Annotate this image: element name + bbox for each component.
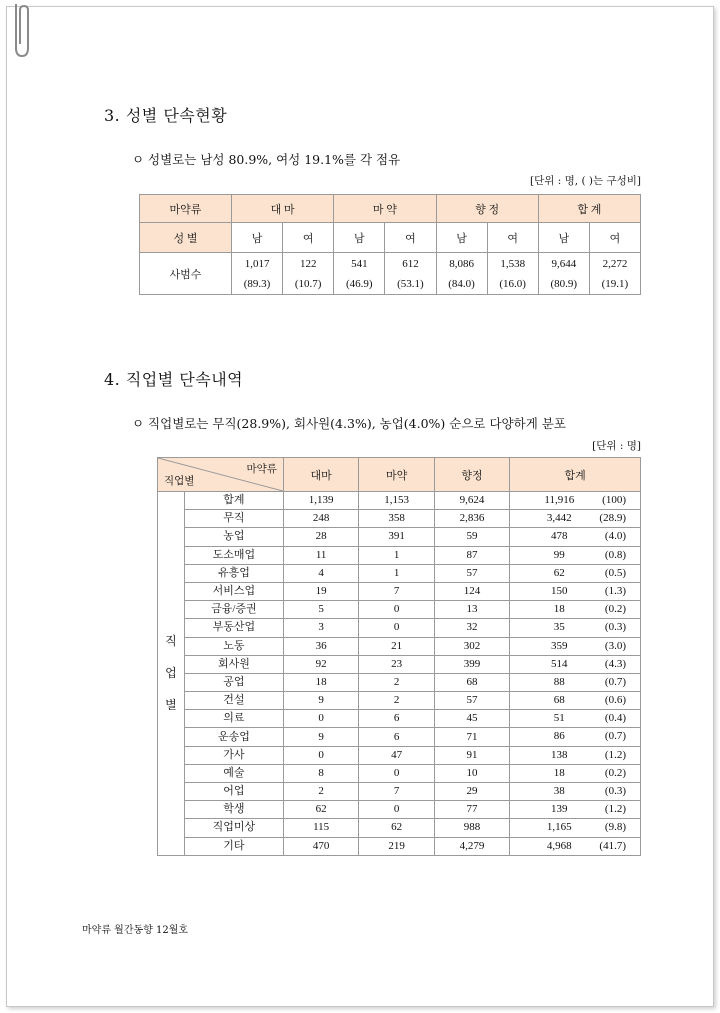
total-value: 139 <box>551 803 568 816</box>
total-percent: (0.2) <box>604 603 626 616</box>
total-value: 88 <box>553 675 565 688</box>
total-cell <box>510 510 641 528</box>
total-value: 138 <box>551 748 568 761</box>
table-row <box>158 746 641 764</box>
narcotics-value: 1 <box>359 564 434 582</box>
occupation-name: 건설 <box>184 692 283 710</box>
female-label: 여 <box>385 223 436 253</box>
cannabis-value: 62 <box>283 801 358 819</box>
total-value: 18 <box>553 766 565 779</box>
section4-unit: [단위 : 명] <box>592 440 641 452</box>
occupation-table-body <box>158 492 641 856</box>
section3-title: 3. 성별 단속현황 <box>104 106 228 125</box>
column-header: 합계 <box>510 458 641 492</box>
gender-value: 8,086 <box>436 253 487 275</box>
total-percent: (0.8) <box>604 548 626 561</box>
group-char: 업 <box>165 666 177 681</box>
narcotics-value: 391 <box>359 528 434 546</box>
gender-percent: (53.1) <box>385 275 436 295</box>
total-percent: (41.7) <box>599 839 626 852</box>
psychotropics-value: 68 <box>434 673 509 691</box>
occupation-name: 가사 <box>184 746 283 764</box>
table-row <box>158 819 641 837</box>
gender-group-cannabis: 대 마 <box>232 195 334 223</box>
total-percent: (1.2) <box>604 748 626 761</box>
total-percent: (4.0) <box>604 530 626 543</box>
total-cell <box>510 528 641 546</box>
total-value: 99 <box>553 548 565 561</box>
occupation-group-label <box>158 492 185 856</box>
total-percent: (0.7) <box>604 730 626 743</box>
gender-value: 1,017 <box>232 253 283 275</box>
total-value: 86 <box>553 730 565 743</box>
total-cell <box>510 710 641 728</box>
narcotics-value: 21 <box>359 637 434 655</box>
gender-percent: (89.3) <box>232 275 283 295</box>
occupation-name: 농업 <box>184 528 283 546</box>
cannabis-value: 115 <box>283 819 358 837</box>
total-percent: (1.2) <box>604 803 626 816</box>
psychotropics-value: 77 <box>434 801 509 819</box>
female-label: 여 <box>589 223 640 253</box>
column-header: 대마 <box>283 458 358 492</box>
gender-percent: (84.0) <box>436 275 487 295</box>
cannabis-value: 19 <box>283 582 358 600</box>
narcotics-value: 2 <box>359 692 434 710</box>
psychotropics-value: 124 <box>434 582 509 600</box>
psychotropics-value: 87 <box>434 546 509 564</box>
table-row <box>158 564 641 582</box>
offender-count-label: 사범수 <box>140 253 232 295</box>
occupation-name: 무직 <box>184 510 283 528</box>
gender-percent: (10.7) <box>283 275 334 295</box>
total-percent: (3.0) <box>604 639 626 652</box>
total-cell <box>510 837 641 855</box>
cannabis-value: 92 <box>283 655 358 673</box>
total-percent: (0.7) <box>604 675 626 688</box>
table-row <box>158 837 641 855</box>
gender-value: 122 <box>283 253 334 275</box>
total-value: 35 <box>553 621 565 634</box>
section3-bullet: ㅇ 성별로는 남성 80.9%, 여성 19.1%를 각 점유 <box>132 152 401 167</box>
cannabis-value: 2 <box>283 783 358 801</box>
psychotropics-value: 399 <box>434 655 509 673</box>
narcotics-value: 0 <box>359 619 434 637</box>
total-cell <box>510 673 641 691</box>
psychotropics-value: 57 <box>434 564 509 582</box>
total-value: 4,968 <box>546 839 572 852</box>
psychotropics-value: 2,836 <box>434 510 509 528</box>
total-percent: (0.3) <box>604 621 626 634</box>
section3-unit: [단위 : 명, ( )는 구성비] <box>530 175 641 187</box>
narcotics-value: 0 <box>359 601 434 619</box>
narcotics-value: 2 <box>359 673 434 691</box>
total-cell <box>510 819 641 837</box>
occupation-name: 합계 <box>184 492 283 510</box>
table-row <box>158 801 641 819</box>
total-cell <box>510 637 641 655</box>
male-label: 남 <box>538 223 589 253</box>
total-percent: (4.3) <box>604 657 626 670</box>
section4-title: 4. 직업별 단속내역 <box>104 370 244 389</box>
cannabis-value: 248 <box>283 510 358 528</box>
occupation-name: 서비스업 <box>184 582 283 600</box>
total-percent: (1.3) <box>604 584 626 597</box>
narcotics-value: 1 <box>359 546 434 564</box>
footer-text: 마약류 월간동향 12월호 <box>82 925 189 936</box>
table-row <box>158 764 641 782</box>
total-value: 38 <box>553 785 565 797</box>
narcotics-value: 47 <box>359 746 434 764</box>
psychotropics-value: 988 <box>434 819 509 837</box>
total-cell <box>510 728 641 746</box>
gender-table-corner: 마약류 <box>140 195 232 223</box>
section4-bullet: ㅇ 직업별로는 무직(28.9%), 회사원(4.3%), 농업(4.0%) 순으로 다양하게 분포 <box>132 416 566 431</box>
cannabis-value: 9 <box>283 728 358 746</box>
occupation-name: 유흥업 <box>184 564 283 582</box>
group-char: 별 <box>165 698 177 713</box>
gender-value: 2,272 <box>589 253 640 275</box>
cannabis-value: 1,139 <box>283 492 358 510</box>
psychotropics-value: 9,624 <box>434 492 509 510</box>
narcotics-value: 1,153 <box>359 492 434 510</box>
narcotics-value: 62 <box>359 819 434 837</box>
table-row <box>158 673 641 691</box>
total-cell <box>510 601 641 619</box>
occupation-name: 직업미상 <box>184 819 283 837</box>
table-row <box>158 619 641 637</box>
occupation-name: 도소매업 <box>184 546 283 564</box>
table-row <box>158 492 641 510</box>
female-label: 여 <box>283 223 334 253</box>
psychotropics-value: 59 <box>434 528 509 546</box>
cannabis-value: 470 <box>283 837 358 855</box>
narcotics-value: 7 <box>359 783 434 801</box>
narcotics-value: 6 <box>359 710 434 728</box>
psychotropics-value: 45 <box>434 710 509 728</box>
occupation-name: 기타 <box>184 837 283 855</box>
gender-group-total: 합 계 <box>538 195 640 223</box>
gender-value: 541 <box>334 253 385 275</box>
corner-bottom-label: 직업별 <box>164 476 195 487</box>
occupation-name: 부동산업 <box>184 619 283 637</box>
occupation-name: 운송업 <box>184 728 283 746</box>
male-label: 남 <box>334 223 385 253</box>
gender-table <box>139 194 641 295</box>
table-row <box>158 637 641 655</box>
table-row <box>158 783 641 801</box>
cannabis-value: 4 <box>283 564 358 582</box>
narcotics-value: 219 <box>359 837 434 855</box>
cannabis-value: 5 <box>283 601 358 619</box>
cannabis-value: 18 <box>283 673 358 691</box>
gender-group-psychotropics: 향 정 <box>436 195 538 223</box>
cannabis-value: 28 <box>283 528 358 546</box>
corner-top-label: 마약류 <box>246 464 277 475</box>
total-value: 51 <box>553 712 565 725</box>
total-cell <box>510 783 641 801</box>
gender-label: 성 별 <box>140 223 232 253</box>
table-row <box>158 510 641 528</box>
cannabis-value: 9 <box>283 692 358 710</box>
total-value: 18 <box>553 603 565 616</box>
table-row <box>158 655 641 673</box>
total-value: 3,442 <box>546 512 572 525</box>
total-percent: (9.8) <box>604 821 626 834</box>
cannabis-value: 36 <box>283 637 358 655</box>
total-cell <box>510 619 641 637</box>
total-value: 11,916 <box>544 494 575 506</box>
total-value: 68 <box>553 694 565 707</box>
gender-percent: (80.9) <box>538 275 589 295</box>
table-row <box>158 601 641 619</box>
cannabis-value: 0 <box>283 746 358 764</box>
occupation-table <box>157 457 641 856</box>
table-row <box>158 692 641 710</box>
total-percent: (100) <box>602 494 626 506</box>
total-cell <box>510 492 641 510</box>
psychotropics-value: 29 <box>434 783 509 801</box>
total-percent: (0.6) <box>604 694 626 707</box>
total-cell <box>510 582 641 600</box>
column-header: 마약 <box>359 458 434 492</box>
occupation-name: 학생 <box>184 801 283 819</box>
total-value: 478 <box>551 530 568 543</box>
psychotropics-value: 57 <box>434 692 509 710</box>
male-label: 남 <box>436 223 487 253</box>
narcotics-value: 7 <box>359 582 434 600</box>
column-header: 향정 <box>434 458 509 492</box>
total-percent: (0.3) <box>604 785 626 797</box>
psychotropics-value: 71 <box>434 728 509 746</box>
cannabis-value: 3 <box>283 619 358 637</box>
table-row <box>158 528 641 546</box>
occupation-name: 의료 <box>184 710 283 728</box>
gender-value: 612 <box>385 253 436 275</box>
occupation-name: 금융/증권 <box>184 601 283 619</box>
occupation-name: 노동 <box>184 637 283 655</box>
occupation-name: 회사원 <box>184 655 283 673</box>
occupation-table-corner <box>158 458 284 492</box>
gender-group-narcotics: 마 약 <box>334 195 436 223</box>
narcotics-value: 0 <box>359 764 434 782</box>
total-percent: (0.4) <box>604 712 626 725</box>
total-cell <box>510 746 641 764</box>
total-value: 514 <box>551 657 568 670</box>
gender-value: 1,538 <box>487 253 538 275</box>
occupation-name: 예술 <box>184 764 283 782</box>
total-value: 359 <box>551 639 568 652</box>
gender-value: 9,644 <box>538 253 589 275</box>
psychotropics-value: 91 <box>434 746 509 764</box>
total-percent: (0.5) <box>604 566 626 579</box>
female-label: 여 <box>487 223 538 253</box>
narcotics-value: 358 <box>359 510 434 528</box>
total-cell <box>510 655 641 673</box>
group-char: 직 <box>165 634 177 649</box>
psychotropics-value: 32 <box>434 619 509 637</box>
total-cell <box>510 801 641 819</box>
table-row <box>158 582 641 600</box>
table-row <box>158 710 641 728</box>
cannabis-value: 11 <box>283 546 358 564</box>
cannabis-value: 0 <box>283 710 358 728</box>
cannabis-value: 8 <box>283 764 358 782</box>
narcotics-value: 0 <box>359 801 434 819</box>
total-cell <box>510 764 641 782</box>
narcotics-value: 23 <box>359 655 434 673</box>
gender-percent: (19.1) <box>589 275 640 295</box>
psychotropics-value: 13 <box>434 601 509 619</box>
male-label: 남 <box>232 223 283 253</box>
total-value: 62 <box>553 566 565 579</box>
total-percent: (28.9) <box>599 512 626 525</box>
total-percent: (0.2) <box>604 766 626 779</box>
total-cell <box>510 564 641 582</box>
table-row <box>158 546 641 564</box>
psychotropics-value: 302 <box>434 637 509 655</box>
narcotics-value: 6 <box>359 728 434 746</box>
total-cell <box>510 546 641 564</box>
total-cell <box>510 692 641 710</box>
total-value: 1,165 <box>546 821 572 834</box>
table-row <box>158 728 641 746</box>
total-value: 150 <box>551 584 568 597</box>
gender-percent: (16.0) <box>487 275 538 295</box>
psychotropics-value: 10 <box>434 764 509 782</box>
occupation-name: 공업 <box>184 673 283 691</box>
paperclip-icon <box>4 0 34 62</box>
psychotropics-value: 4,279 <box>434 837 509 855</box>
gender-percent: (46.9) <box>334 275 385 295</box>
occupation-name: 어업 <box>184 783 283 801</box>
